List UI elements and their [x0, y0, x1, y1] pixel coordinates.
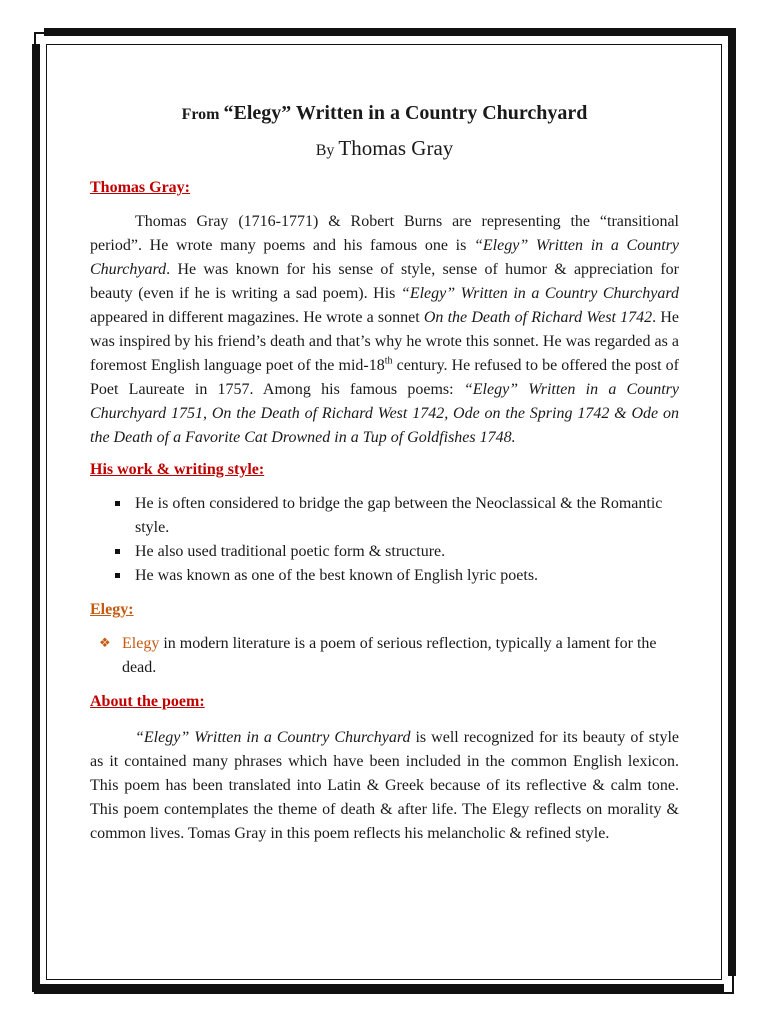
- frame-shadow-right: [728, 28, 736, 976]
- bio-italic-2: “Elegy” Written in a Country Churchyard: [400, 285, 680, 302]
- bio-text-1: Thomas Gray (1716-1771) & Robert Burns are representing the “transitional period”. He wrote many poems and his famous one is: [90, 213, 679, 254]
- bullet-text: He also used traditional poetic form & structure.: [135, 543, 446, 560]
- frame-shadow-left: [32, 44, 40, 992]
- heading-writing-style: His work & writing style:: [90, 461, 265, 478]
- list-item: [90, 564, 679, 588]
- poem-italic-title: “Elegy” Written in a Country Churchyard: [135, 729, 411, 746]
- diamond-bullet-icon: ❖: [99, 636, 111, 651]
- bio-italic-3: On the Death of Richard West 1742: [423, 309, 653, 326]
- bio-italic-1: “Elegy” Written in a Country Churchyard: [90, 237, 680, 278]
- paragraph-about-poem: [90, 726, 679, 846]
- bio-text-2: . He was known for his sense of style, sense of humor & appreciation for beauty (even if he is writing a sad poem). His: [90, 261, 679, 302]
- square-bullet-icon: [115, 573, 120, 578]
- frame-shadow-bottom: [34, 984, 724, 992]
- byline-prefix: By: [315, 142, 335, 159]
- list-item: [90, 492, 679, 540]
- bio-text-4: . He was inspired by his friend’s death and that’s why he wrote this sonnet. He was regarded as a foremost English language poet of the mid-18: [90, 309, 680, 374]
- bullet-text: He was known as one of the best known of English lyric poets.: [135, 567, 539, 584]
- square-bullet-icon: [115, 501, 120, 506]
- author-name: Thomas Gray: [338, 136, 454, 160]
- bio-superscript: th: [384, 355, 393, 367]
- elegy-list: [90, 632, 679, 680]
- bio-text-3: appeared in different magazines. He wrote a sonnet: [90, 309, 424, 326]
- title-main: “Elegy” Written in a Country Churchyard: [223, 102, 588, 124]
- elegy-definition: in modern literature is a poem of serious reflection, typically a lament for the dead.: [122, 635, 657, 676]
- title-prefix: From: [181, 106, 224, 123]
- list-item: [90, 540, 679, 564]
- elegy-term: Elegy: [122, 635, 160, 652]
- document-title: [90, 92, 679, 131]
- heading-about-poem: About the poem:: [90, 693, 205, 710]
- heading-elegy: Elegy:: [90, 601, 134, 618]
- square-bullet-icon: [115, 549, 120, 554]
- poem-text: is well recognized for its beauty of style as it contained many phrases which have been included in the common English lexicon. This poem has been translated into Latin & Greek because of its reflective & calm tone. This poem contemplates the theme of death & after life. The Elegy reflects on morality & common lives. Tomas Gray in this poem reflects his melancholic & refined style.: [90, 729, 679, 842]
- heading-thomas-gray: Thomas Gray:: [90, 179, 190, 196]
- frame-shadow-top: [44, 28, 734, 36]
- document-content: [90, 92, 679, 846]
- list-item: [90, 632, 679, 680]
- bio-italic-4: “Elegy” Written in a Country Churchyard 1751, On the Death of Richard West 1742, Ode on the Spring 1742 & Ode on the Death of a Favorite Cat Drowned in a Tup of Goldfishes 1748.: [90, 381, 680, 446]
- style-bullet-list: [90, 492, 679, 588]
- paragraph-biography: [90, 210, 679, 450]
- bullet-text: He is often considered to bridge the gap between the Neoclassical & the Romantic style.: [135, 495, 663, 536]
- byline: [90, 133, 679, 166]
- bio-text-5: century. He refused to be offered the post of Poet Laureate in 1757. Among his famous poems:: [90, 357, 680, 398]
